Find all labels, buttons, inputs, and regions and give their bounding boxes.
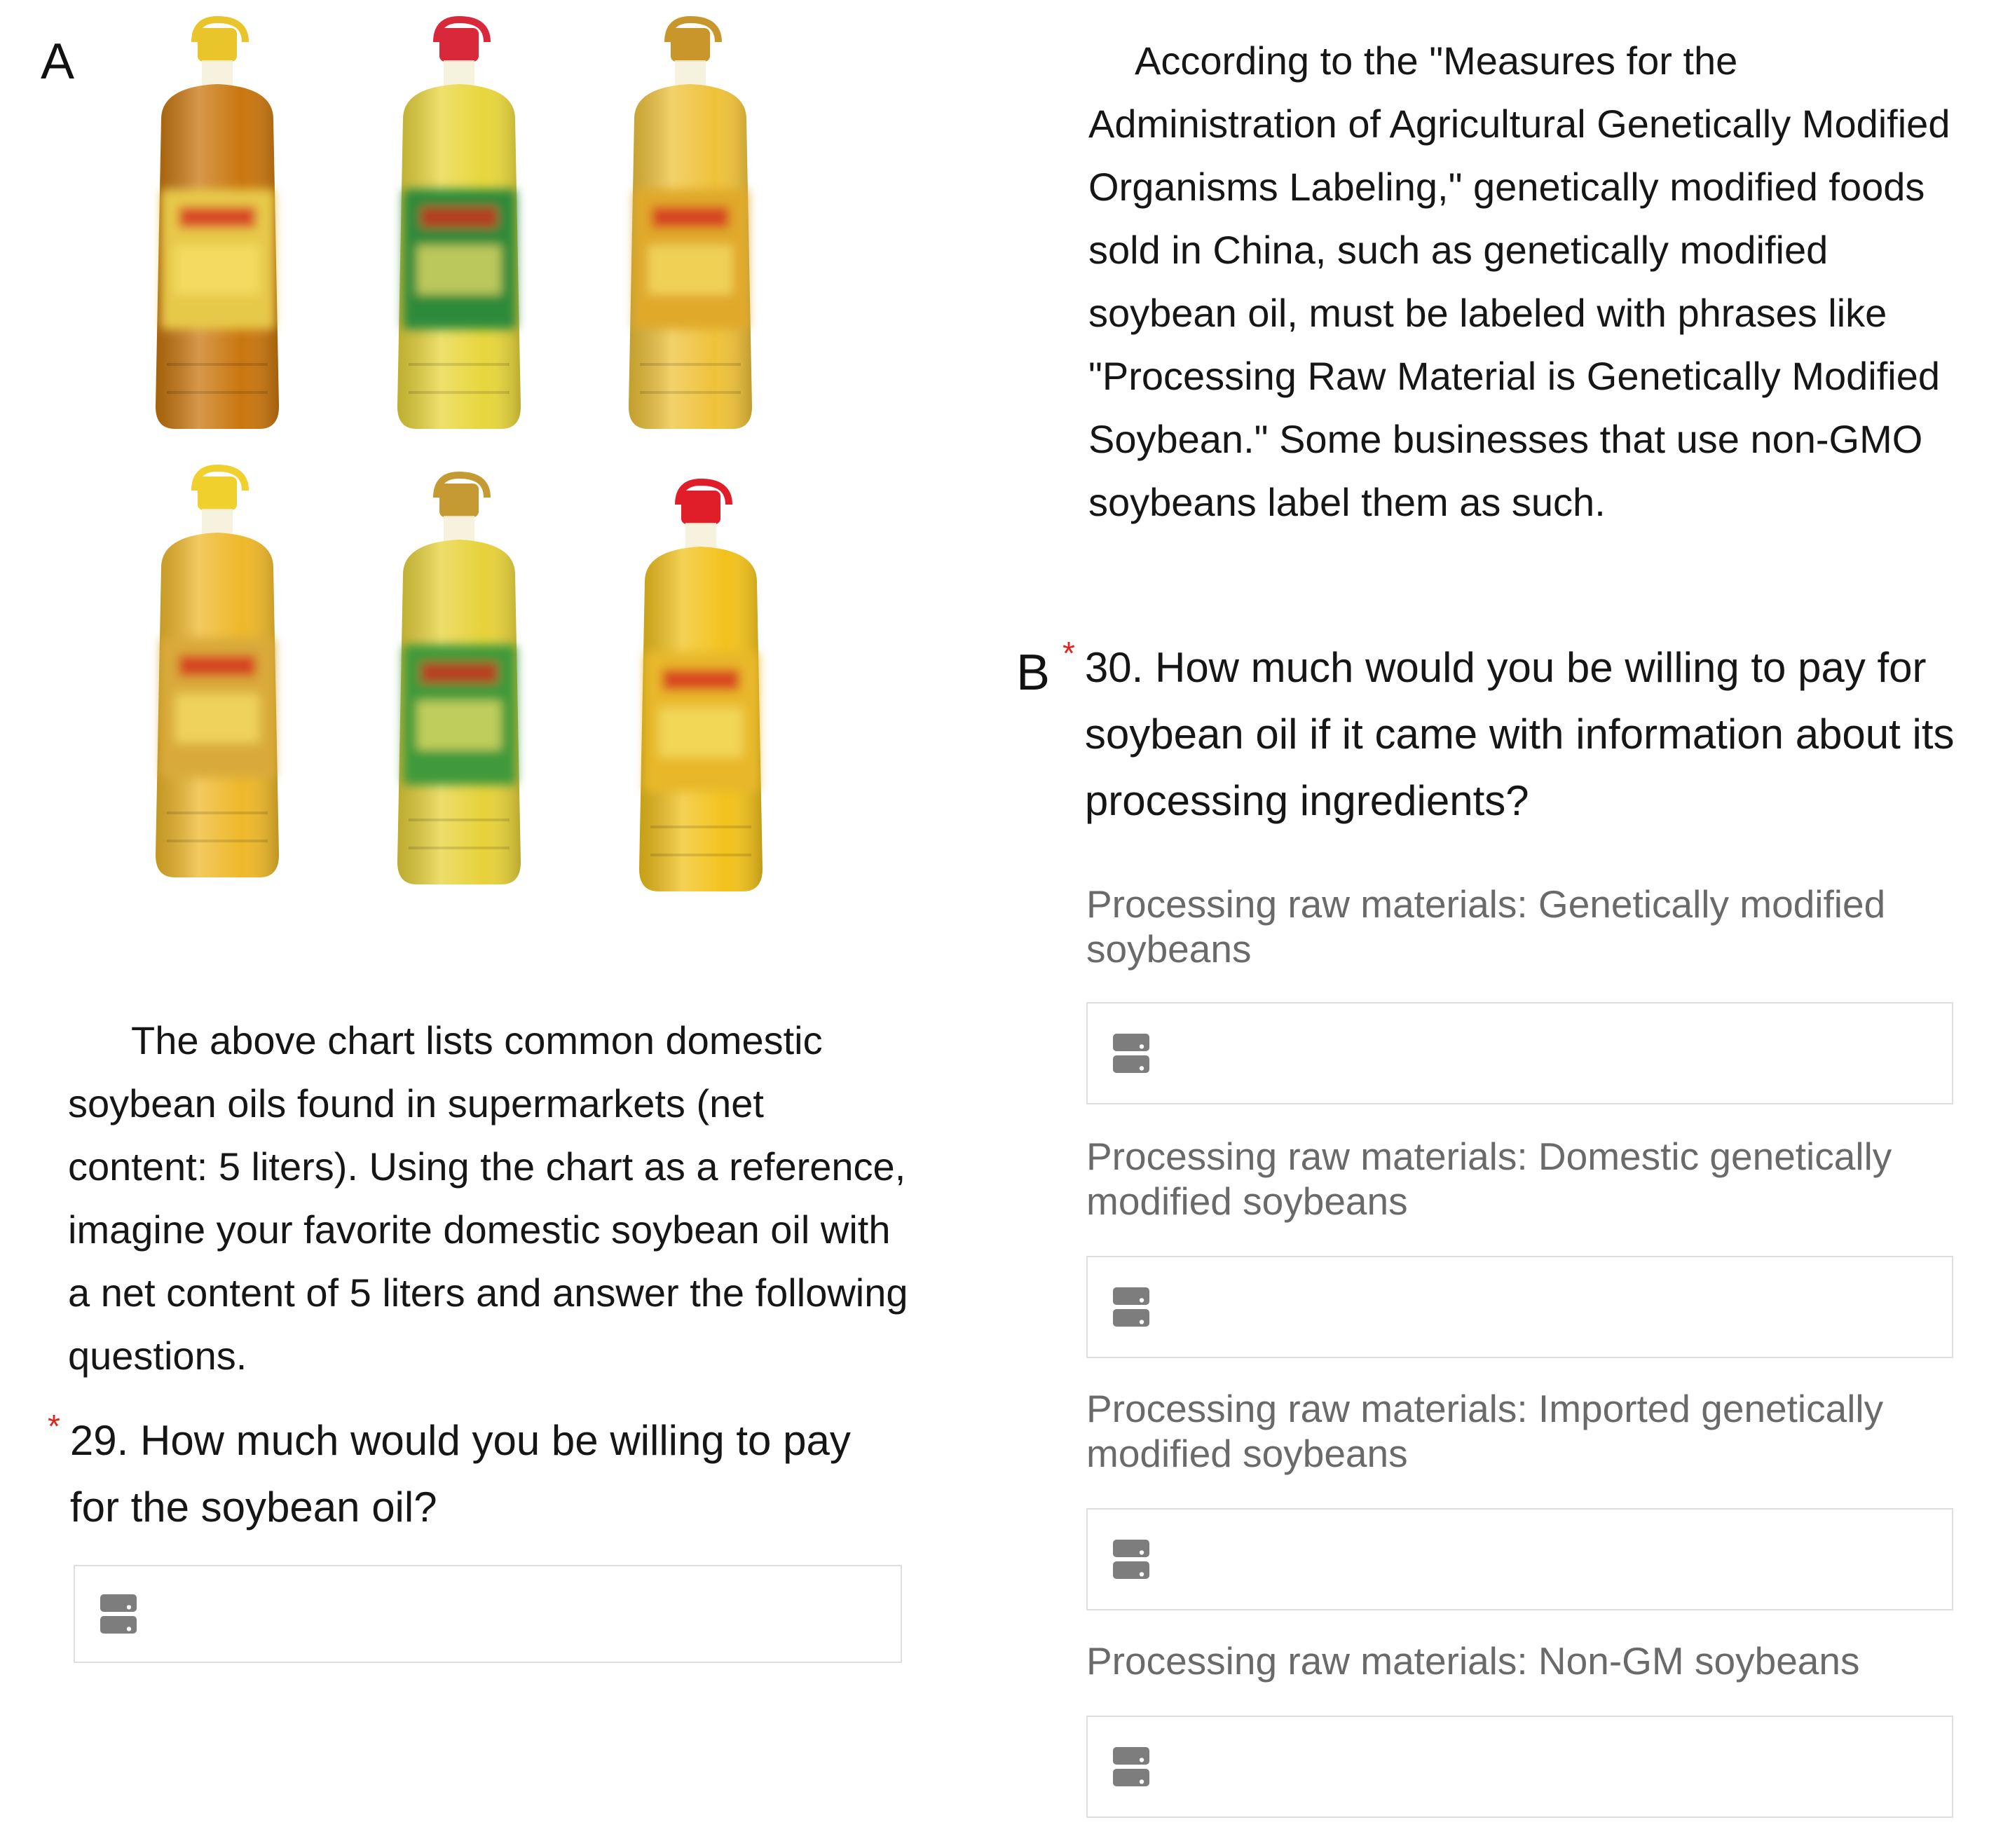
soybean-oil-bottle-5: [354, 470, 564, 890]
option-label-imported-gm-soybeans: Processing raw materials: Imported genetically modified soybeans: [1086, 1387, 1884, 1475]
database-icon: [1113, 1287, 1149, 1327]
question-29-text: 29. How much would you be willing to pay for the soybean oil?: [69, 1417, 851, 1531]
question-30: [1062, 634, 1974, 834]
database-icon: [1113, 1747, 1149, 1786]
database-icon: [100, 1594, 137, 1634]
required-asterisk: *: [48, 1408, 60, 1444]
price-input-q29[interactable]: [74, 1565, 902, 1663]
price-input-imported-gm-soybeans[interactable]: [1086, 1508, 1953, 1610]
soybean-oil-bottle-1: [112, 14, 322, 434]
option-label-gm-soybeans: Processing raw materials: Genetically modified soybeans: [1086, 882, 1886, 971]
panel-b-label: B: [1016, 645, 1051, 701]
price-input-non-gm-soybeans[interactable]: [1086, 1716, 1953, 1818]
question-30-text: 30. How much would you be willing to pay for soybean oil if it came with information about its processing ingredients?: [1084, 644, 1955, 824]
database-icon: [1113, 1540, 1149, 1579]
option-label-domestic-gm-soybeans: Processing raw materials: Domestic genetically modified soybeans: [1086, 1135, 1892, 1223]
soybean-oil-bottle-6: [596, 477, 806, 897]
database-icon: [1113, 1034, 1149, 1073]
panel-b-intro-text: According to the "Measures for the Administration of Agricultural Genetically Modified Organisms Labeling," genetically modified foods sold in China, such as genetically modified soybean oil, must be labeled with phrases like "Processing Raw Material is Genetically Modified Soybean." Some businesses that use non-GMO soybeans label them as such.: [1088, 39, 1950, 524]
required-asterisk: *: [1062, 635, 1075, 671]
soybean-oil-bottle-3: [585, 14, 795, 434]
price-input-domestic-gm-soybeans[interactable]: [1086, 1256, 1953, 1358]
soybean-oil-bottle-4: [112, 463, 322, 883]
option-label-non-gm-soybeans: Processing raw materials: Non-GM soybeans: [1086, 1639, 1860, 1683]
panel-a-intro-text: The above chart lists common domestic soybean oils found in supermarkets (net content: 5 liters). Using the chart as a reference, imagine your favorite domestic soybean oil with a net content of 5 liters and answer the following questions.: [68, 1018, 908, 1378]
price-input-gm-soybeans[interactable]: [1086, 1002, 1953, 1104]
panel-a-label: A: [41, 34, 75, 90]
question-29: [48, 1407, 889, 1540]
soybean-oil-bottle-2: [354, 14, 564, 434]
